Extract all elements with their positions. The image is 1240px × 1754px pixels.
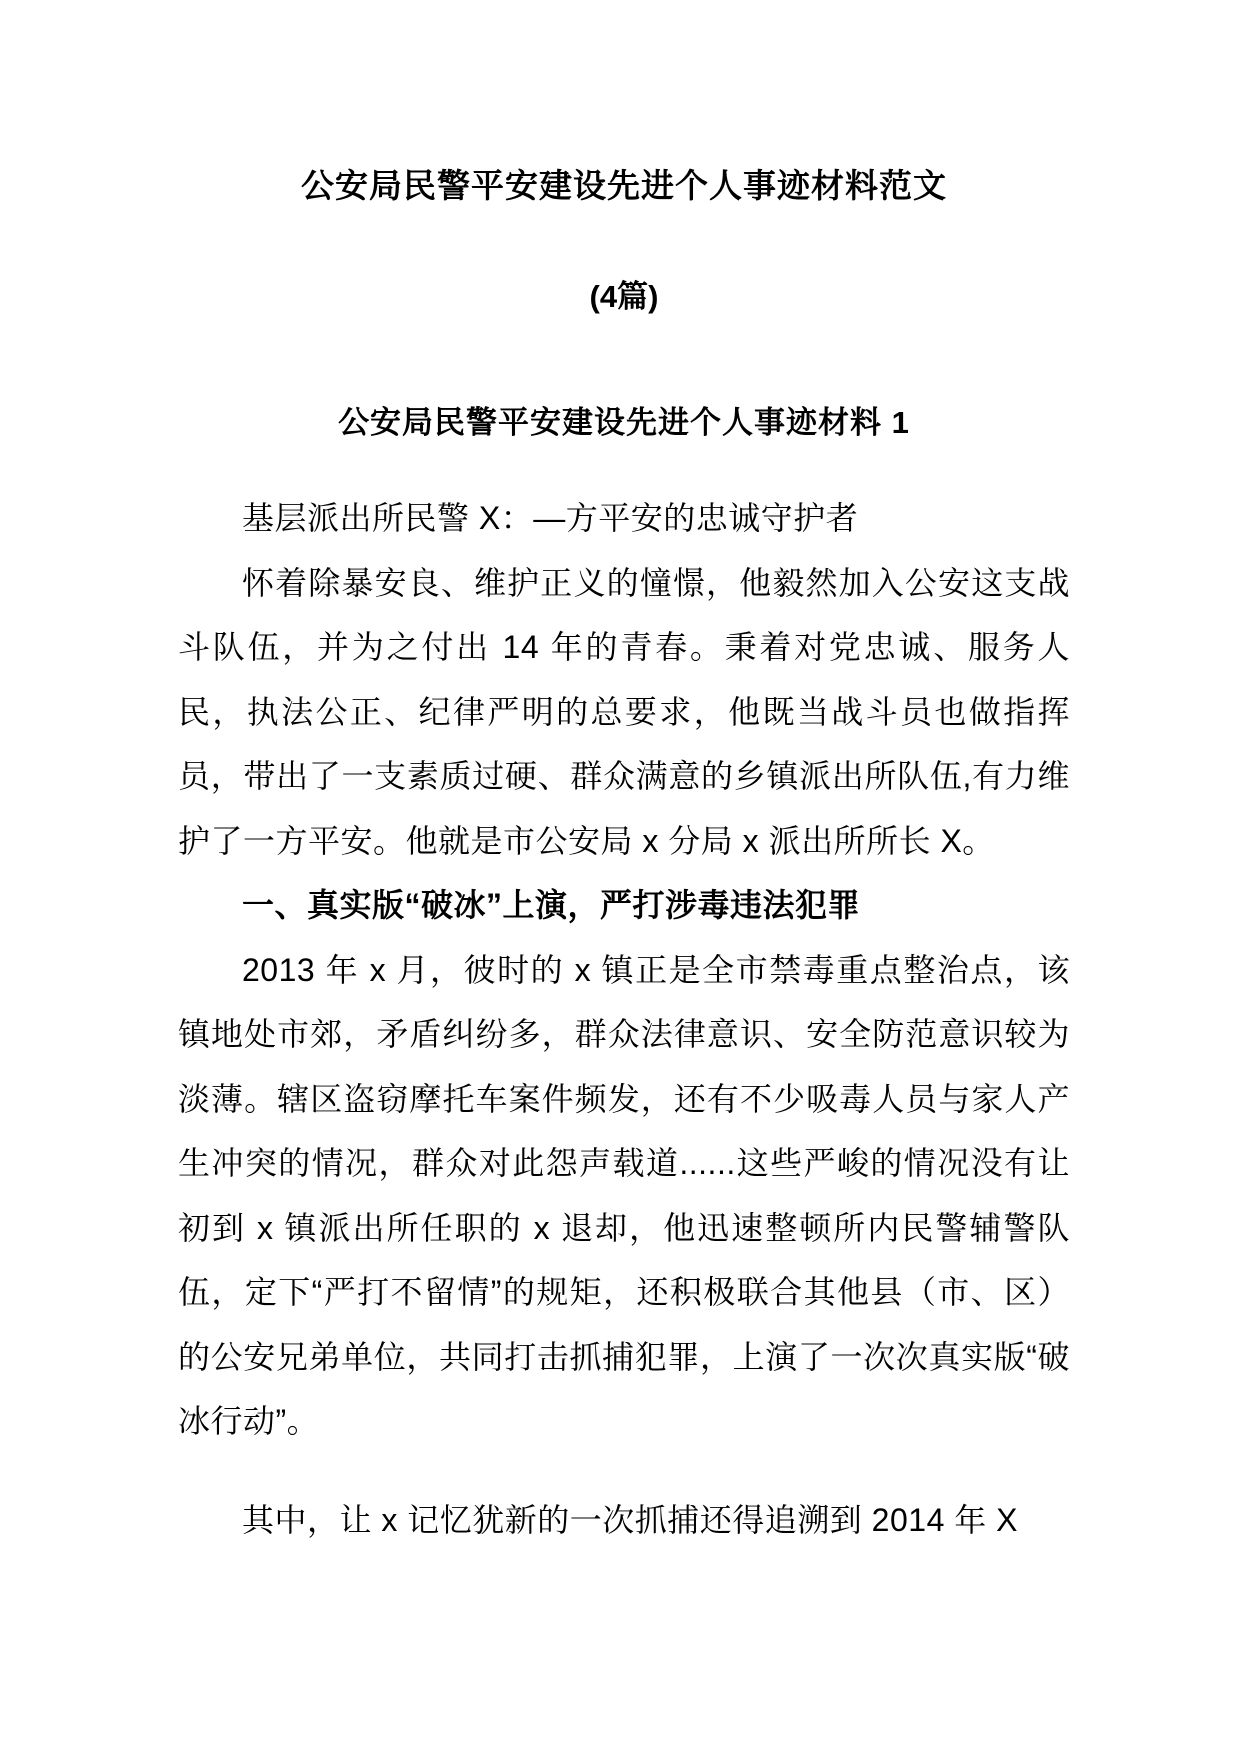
document-body [178,486,1070,1552]
document-title: 公安局民警平安建设先进个人事迹材料范文 [301,167,947,204]
subsection-heading: 一、真实版“破冰”上演，严打涉毒违法犯罪 [242,887,861,923]
paragraph-section-one: 2013 年 x 月，彼时的 x 镇正是全市禁毒重点整治点，该镇地处市郊，矛盾纠纷多，群众法律意识、安全防范意识较为淡薄。辖区盗窃摩托车案件频发，还有不少吸毒人员与家人产生冲突的情况，群众对此怨声载道......这些严峻的情况没有让初到 x 镇派出所任职的 x 退却，他迅速整顿所内民警辅警队伍，定下“严打不留情”的规矩，还积极联合其他县（市、区）的公安兄弟单位，共同打击抓捕犯罪，上演了一次次真实版“破冰行动”。 [178,951,1070,1439]
paragraph-lead-line: 基层派出所民警 X：—方平安的忠诚守护者 [242,500,859,536]
paragraph-closing: 其中，让 x 记忆犹新的一次抓捕还得追溯到 2014 年 X [242,1501,1018,1538]
section-heading: 公安局民警平安建设先进个人事迹材料 1 [338,405,910,440]
document-subtitle: (4篇) [589,279,659,314]
paragraph-introduction: 怀着除暴安良、维护正义的憧憬，他毅然加入公安这支战斗队伍，并为之付出 14 年的青春。秉着对党忠诚、服务人民，执法公正、纪律严明的总要求，他既当战斗员也做指挥员，带出了一支素质过硬、群众满意的乡镇派出所队伍,有力维护了一方平安。他就是市公安局 x 分局 x 派出所所长 X。 [178,564,1070,859]
